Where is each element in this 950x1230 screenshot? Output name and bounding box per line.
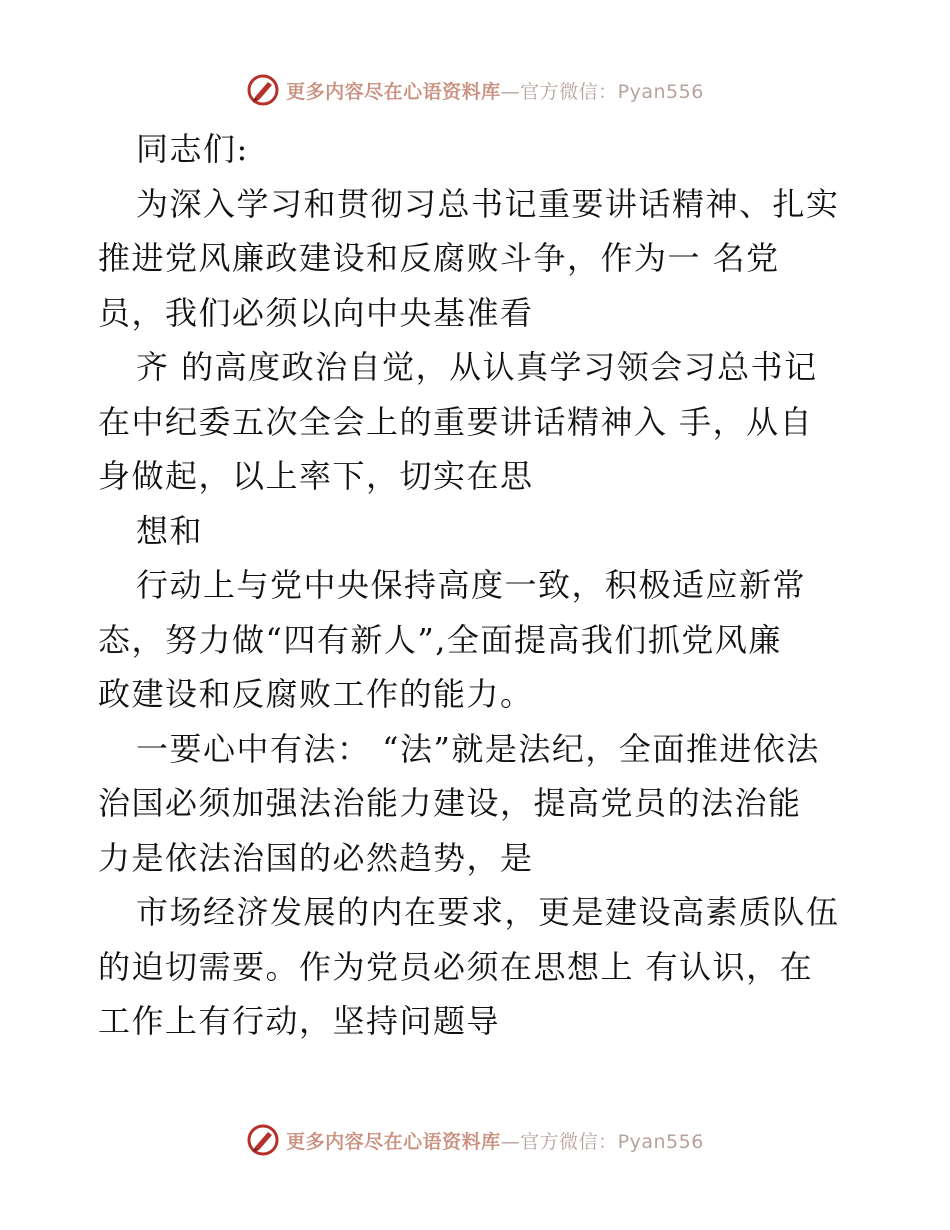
text-line: 市场经济发展的内在要求，更是建设高素质队伍: [136, 893, 840, 931]
text-line: 想和: [136, 511, 204, 550]
text-line: 态，努力做“四有新人”,全面提高我们抓党风廉: [98, 620, 782, 659]
text-line: 行动上与党中央保持高度一致，积极适应新常: [136, 566, 807, 604]
text-line: 治国必须加强法治能力建设，提高党员的法治能: [98, 784, 802, 822]
text-line: 的迫切需要。作为党员必须在思想上 有认识，在: [98, 947, 814, 986]
header-banner-text: 更多内容尽在心语资料库—官方微信：Pyan556: [286, 80, 704, 103]
text-line: 身做起，以上率下，切实在思: [98, 457, 534, 495]
text-line: 员，我们必须以向中央基准看: [98, 293, 534, 332]
text-line: 工作上有行动，坚持问题导: [98, 1002, 501, 1040]
footer-watermark-banner: [0, 1120, 950, 1160]
document-body: [98, 122, 858, 1049]
text-line: 同志们:: [136, 130, 249, 168]
footer-banner-text: 更多内容尽在心语资料库—官方微信：Pyan556: [286, 1130, 704, 1153]
text-line: 力是依法治国的必然趋势，是: [98, 838, 534, 877]
header-watermark-banner: [0, 70, 950, 110]
text-line: 政建设和反腐败工作的能力。: [98, 675, 534, 713]
pen-logo-icon: [246, 1123, 280, 1157]
text-line: 在中纪委五次全会上的重要讲话精神入 手，从自: [98, 402, 814, 441]
text-line: 为深入学习和贯彻习总书记重要讲话精神、扎实: [136, 184, 840, 223]
text-line: 推进党风廉政建设和反腐败斗争，作为一 名党: [98, 239, 780, 277]
pen-logo-icon: [246, 73, 280, 107]
text-line: 一要心中有法： “法”就是法纪，全面推进依法: [136, 729, 820, 768]
text-line: 齐 的高度政治自觉，从认真学习领会习总书记: [136, 348, 818, 386]
